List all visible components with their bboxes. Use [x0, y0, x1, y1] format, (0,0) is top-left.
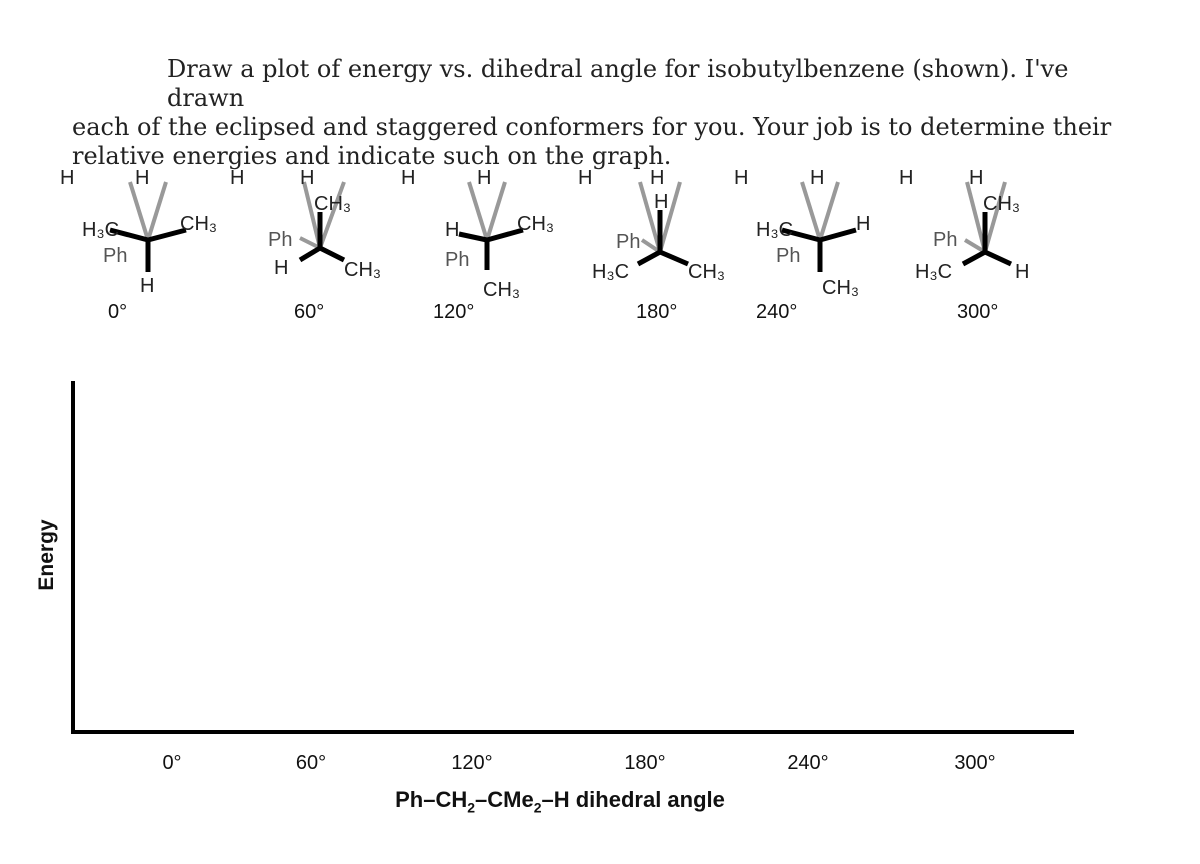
back-left-label: H: [899, 167, 914, 189]
back-right-label: H: [135, 167, 150, 189]
x-tick-120: 120°: [451, 752, 493, 774]
front-left-label: H₃C: [915, 261, 953, 283]
newman-projection-300: [893, 160, 1053, 330]
conformer-120: [397, 160, 557, 330]
front-right-label: H: [856, 213, 871, 235]
angle-label: 240°: [756, 301, 798, 323]
back-left-label: H: [60, 167, 75, 189]
question-text: [72, 55, 1152, 171]
x-axis-title: [395, 787, 725, 815]
front-top-label: H: [654, 191, 669, 213]
front-left-label: H: [445, 219, 460, 241]
front-right-label: CH₃: [180, 213, 218, 235]
y-axis-title: Energy: [35, 519, 58, 591]
newman-projection-240: [730, 160, 890, 330]
phenyl-label: Ph: [445, 249, 470, 271]
angle-label: 300°: [957, 301, 999, 323]
front-right-label: CH₃: [344, 259, 382, 281]
front-right-label: H: [1015, 261, 1030, 283]
newman-projection-60: [226, 160, 386, 330]
angle-label: 60°: [294, 301, 325, 323]
conformer-180: [576, 160, 736, 330]
front-top-label: CH₃: [983, 193, 1021, 215]
angle-label: 120°: [433, 301, 475, 323]
x-tick-180: 180°: [624, 752, 666, 774]
front-down-label: CH₃: [483, 279, 521, 301]
x-axis-title-part: –H dihedral angle: [541, 787, 725, 812]
front-top-label: CH₃: [314, 193, 352, 215]
question-line-3: relative energies and indicate such on the graph.: [72, 142, 672, 170]
conformer-60: [226, 160, 386, 330]
x-axis-title-part: Ph–CH: [395, 787, 468, 812]
y-axis-line: [71, 381, 75, 733]
front-left-label: H: [274, 257, 289, 279]
front-down-label: CH₃: [822, 277, 860, 299]
question-line-2: each of the eclipsed and staggered conformers for you. Your job is to determine their: [72, 113, 1112, 141]
front-left-label: H₃C: [756, 219, 794, 241]
phenyl-label: Ph: [776, 245, 801, 267]
x-tick-0: 0°: [162, 752, 182, 774]
x-tick-300: 300°: [954, 752, 996, 774]
back-right-label: H: [477, 167, 492, 189]
newman-projection-0: [60, 160, 220, 330]
newman-projection-180: [576, 160, 736, 330]
front-right-label: CH₃: [688, 261, 726, 283]
conformer-0: [60, 160, 220, 330]
x-axis-title-subscript: 2: [467, 799, 476, 816]
x-tick-60: 60°: [295, 752, 327, 774]
back-left-label: H: [578, 167, 593, 189]
x-axis-title-subscript: 2: [533, 799, 542, 816]
back-right-label: H: [810, 167, 825, 189]
front-down-label: H: [140, 275, 155, 297]
angle-label: 0°: [108, 301, 128, 323]
back-right-label: H: [300, 167, 315, 189]
back-right-label: H: [650, 167, 665, 189]
x-tick-240: 240°: [787, 752, 829, 774]
back-left-label: H: [230, 167, 245, 189]
angle-label: 180°: [636, 301, 678, 323]
phenyl-label: Ph: [103, 245, 128, 267]
conformer-240: [730, 160, 890, 330]
back-right-label: H: [969, 167, 984, 189]
back-left-label: H: [401, 167, 416, 189]
front-left-label: H₃C: [82, 219, 120, 241]
front-left-label: H₃C: [592, 261, 630, 283]
phenyl-label: Ph: [268, 229, 293, 251]
x-axis-line: [71, 730, 1074, 734]
phenyl-label: Ph: [933, 229, 958, 251]
conformer-300: [893, 160, 1053, 330]
back-left-label: H: [734, 167, 749, 189]
x-axis-title-part: –CMe: [475, 787, 534, 812]
newman-projection-120: [397, 160, 557, 330]
question-line-1: Draw a plot of energy vs. dihedral angle for isobutylbenzene (shown). I've drawn: [167, 55, 1069, 112]
front-right-label: CH₃: [517, 213, 555, 235]
phenyl-label: Ph: [616, 231, 641, 253]
